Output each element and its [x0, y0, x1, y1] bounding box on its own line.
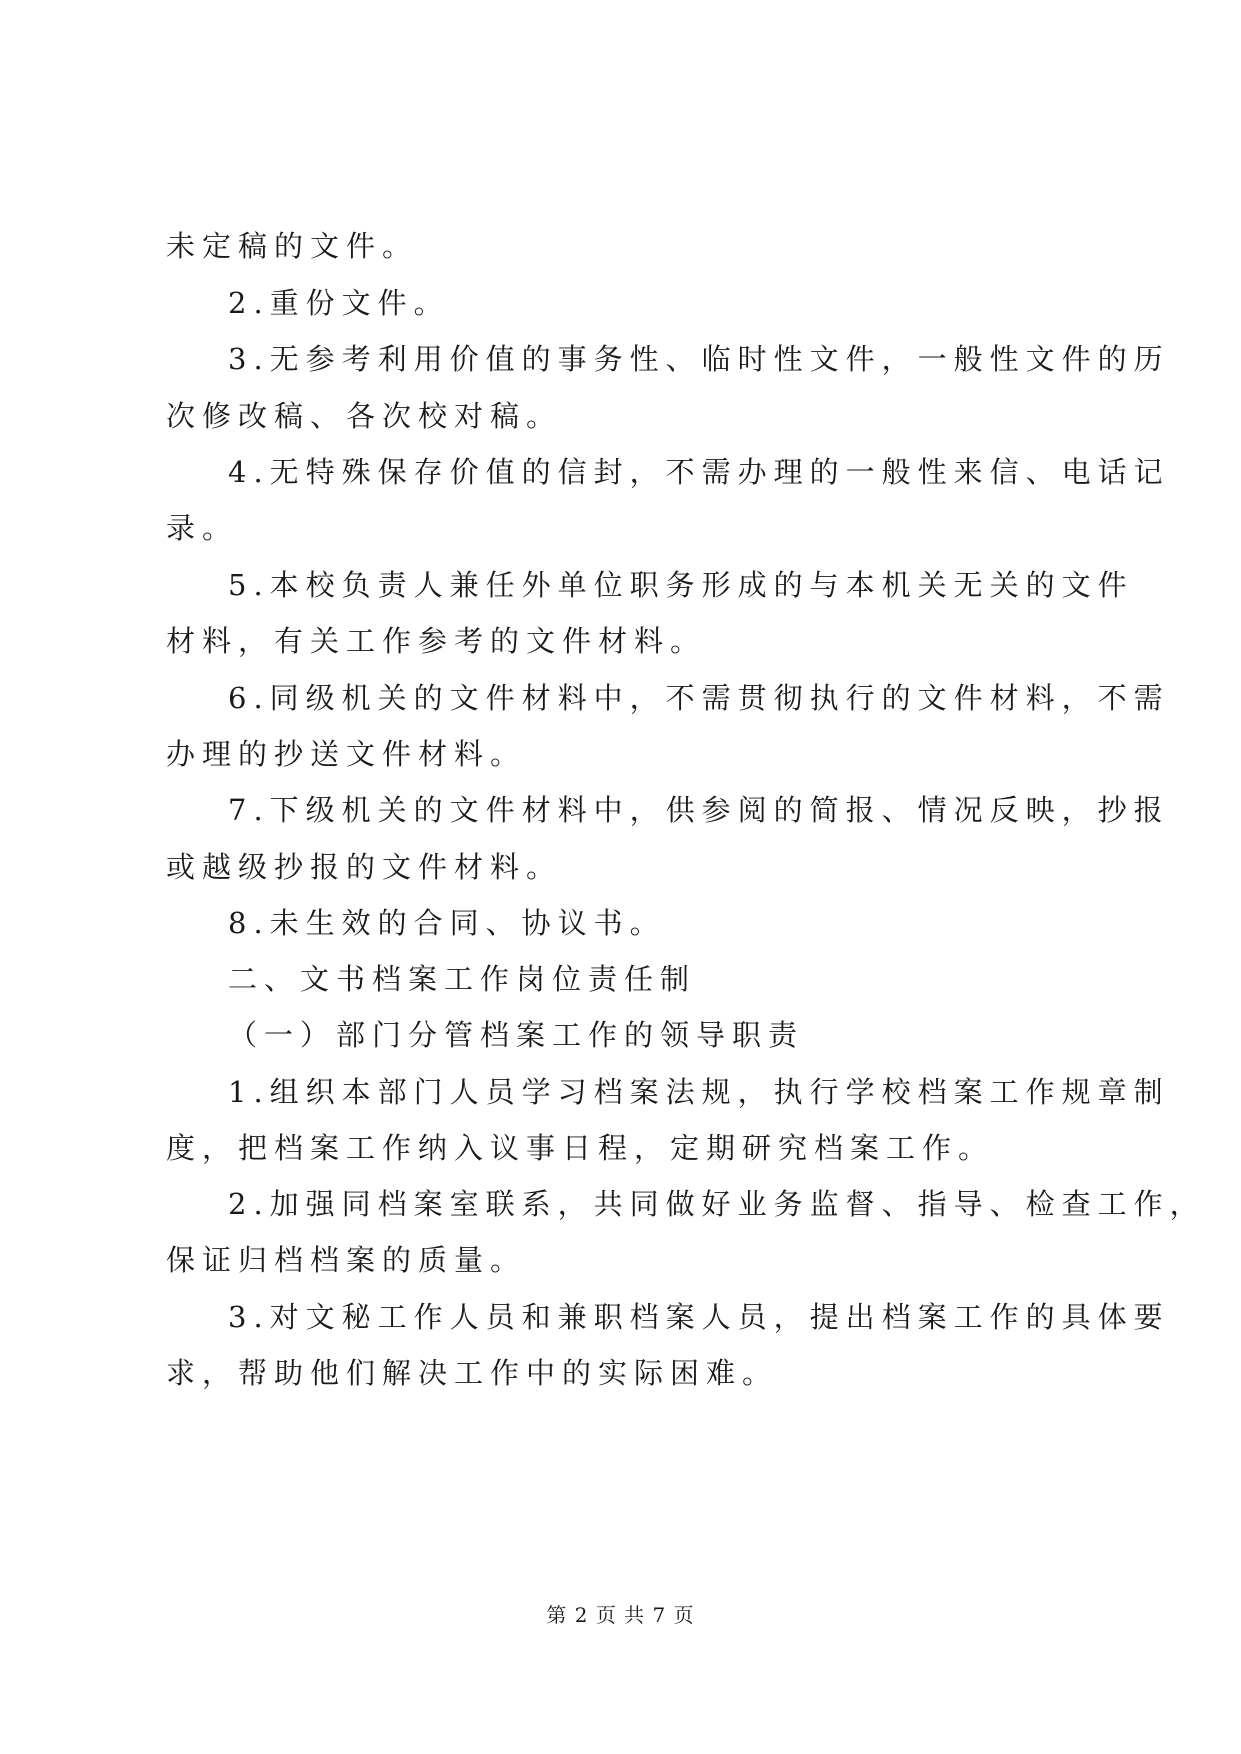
- list-item-8: 8.未生效的合同、协议书。: [228, 906, 666, 940]
- list-item-3: 3.对文秘工作人员和兼职档案人员，提出档案工作的具体要: [228, 1300, 1170, 1334]
- list-item-3: 3.无参考利用价值的事务性、临时性文件，一般性文件的历: [228, 342, 1170, 376]
- text-line: 未定稿的文件。: [166, 229, 419, 263]
- text-line: 办理的抄送文件材料。: [166, 737, 527, 771]
- list-item-4: 4.无特殊保存价值的信封，不需办理的一般性来信、电话记: [228, 455, 1170, 489]
- list-item-6: 6.同级机关的文件材料中，不需贯彻执行的文件材料，不需: [228, 681, 1170, 715]
- text-line: 求，帮助他们解决工作中的实际困难。: [166, 1356, 779, 1390]
- section-heading: 二、文书档案工作岗位责任制: [228, 962, 697, 996]
- text-line: 材料，有关工作参考的文件材料。: [166, 624, 707, 658]
- text-line: 保证归档档案的质量。: [166, 1243, 527, 1277]
- list-item-2: 2.重份文件。: [228, 286, 450, 320]
- subsection-heading: （一）部门分管档案工作的领导职责: [228, 1018, 805, 1052]
- text-line: 次修改稿、各次校对稿。: [166, 399, 563, 433]
- list-item-1: 1.组织本部门人员学习档案法规，执行学校档案工作规章制: [228, 1075, 1170, 1109]
- text-line: 录。: [166, 511, 239, 545]
- text-line: 或越级抄报的文件材料。: [166, 850, 563, 884]
- page-footer: 第 2 页 共 7 页: [546, 1603, 695, 1627]
- text-line: 度，把档案工作纳入议事日程，定期研究档案工作。: [166, 1131, 995, 1165]
- list-item-2: 2.加强同档案室联系，共同做好业务监督、指导、检查工作，: [228, 1187, 1206, 1221]
- list-item-5: 5.本校负责人兼任外单位职务形成的与本机关无关的文件: [228, 568, 1134, 602]
- list-item-7: 7.下级机关的文件材料中，供参阅的简报、情况反映，抄报: [228, 793, 1170, 827]
